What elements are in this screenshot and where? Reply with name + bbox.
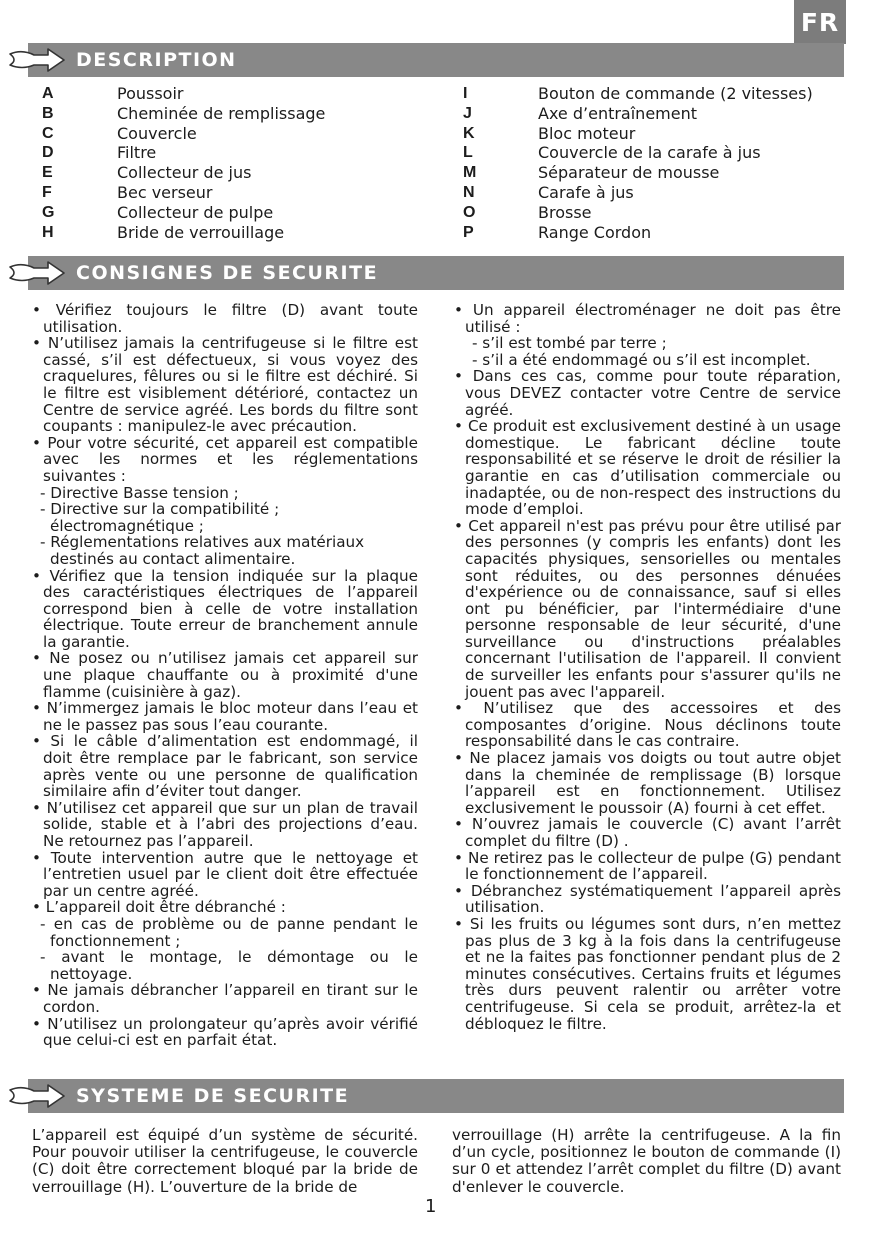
legend-row <box>42 163 325 183</box>
consignes-left-column <box>30 302 418 1049</box>
safety-bullet: • L’appareil doit être débranché : <box>32 898 286 917</box>
safety-bullet: • Si le câble d’alimentation est endommagé, il doit être remplace par le fabricant, son service après vente ou une personne de qualification similaire afin d’éviter tout danger. <box>32 732 418 801</box>
safety-bullet: • Ce produit est exclusivement destiné à un usage domestique. Le fabricant décline toute responsabilité et se réserve le droit de résilier la garantie en cas d’utilisation commerciale ou inadaptée, ou de non-respect des instructions du mode d’emploi. <box>454 417 841 519</box>
legend-label: Carafe à jus <box>538 182 634 202</box>
legend-left <box>42 84 325 242</box>
section-title-consignes: CONSIGNES DE SECURITE <box>76 262 379 284</box>
legend-label: Bride de verrouillage <box>117 222 285 242</box>
legend-row <box>463 203 813 223</box>
legend-row <box>463 104 813 124</box>
arrow-icon <box>8 46 66 74</box>
language-tab: FR <box>794 0 846 44</box>
safety-bullet: • Dans ces cas, comme pour toute réparation, vous DEVEZ contacter votre Centre de service agréé. <box>454 367 841 419</box>
safety-bullet: • Toute intervention autre que le nettoyage et l’entretien usuel par le client doit être effectuée par un centre agréé. <box>32 848 418 900</box>
legend-letter: F <box>42 183 52 201</box>
section-title-description: DESCRIPTION <box>76 49 237 71</box>
arrow-icon <box>8 259 66 287</box>
legend-letter: L <box>463 144 473 162</box>
safety-bullet: • Vérifiez toujours le filtre (D) avant toute utilisation. <box>32 301 418 336</box>
safety-bullet: • Pour votre sécurité, cet appareil est compatible avec les normes et les réglementations suivantes : <box>32 433 418 485</box>
systeme-paragraph-right: verrouillage (H) arrête la centrifugeuse. A la fin d’un cycle, positionnez le bouton de commande (I) sur 0 et attendez l’arrêt complet du filtre (D) avant d'enlever le couvercle. <box>452 1126 841 1196</box>
safety-bullet: • Ne jamais débrancher l’appareil en tirant sur le cordon. <box>32 981 418 1016</box>
safety-bullet: • Un appareil électroménager ne doit pas être utilisé : <box>454 301 841 336</box>
legend-right <box>463 84 813 242</box>
safety-bullet: • Cet appareil n'est pas prévu pour être utilisé par des personnes (y compris les enfants) dont les capacités physiques, sensorielles ou mentales sont réduites, ou des personnes dénuées d'expérience ou de connaissance, sauf si elles ont pu bénéficier, par l'intermédiaire d'une personne responsable de leur sécurité, d'une surveillance ou d'instructions préalables concernant l'utilisation de l'appareil. Il convient de surveiller les enfants pour s'assurer qu'ils ne jouent pas avec l'appareil. <box>454 516 841 701</box>
safety-bullet: • Ne placez jamais vos doigts ou tout autre objet dans la cheminée de remplissage (B) lorsque l’appareil est en fonctionnement. Utilisez exclusivement le poussoir (A) fourni à cet effet. <box>454 749 841 817</box>
legend-label: Couvercle de la carafe à jus <box>538 143 761 163</box>
legend-label: Collecteur de pulpe <box>117 202 274 222</box>
safety-sub-item: - avant le montage, le démontage ou le nettoyage. <box>40 948 418 983</box>
legend-row <box>42 183 325 203</box>
legend-letter: P <box>463 223 474 241</box>
consignes-right-column <box>452 302 841 1032</box>
legend-label: Bouton de commande (2 vitesses) <box>538 84 813 103</box>
legend-row <box>463 84 813 104</box>
legend-label: Range Cordon <box>538 222 652 242</box>
legend-label: Axe d’entraînement <box>538 103 698 123</box>
safety-bullet: • Ne posez ou n’utilisez jamais cet appareil sur une plaque chauffante ou à proximité d'une flamme (cuisinière à gaz). <box>32 649 418 701</box>
legend-letter: E <box>42 164 53 182</box>
arrow-icon <box>8 1082 66 1110</box>
safety-sub-item: - en cas de problème ou de panne pendant le fonctionnement ; <box>40 914 418 950</box>
safety-bullet: • N’immergez jamais le bloc moteur dans l’eau et ne le passez pas sous l’eau courante. <box>32 699 418 734</box>
legend-row <box>42 104 325 124</box>
section-header-consignes <box>28 256 844 290</box>
legend-row <box>42 223 325 243</box>
legend-letter: N <box>463 183 475 201</box>
legend-letter: B <box>42 104 54 122</box>
section-header-description <box>28 43 844 77</box>
legend-label: Cheminée de remplissage <box>117 103 326 123</box>
safety-bullet: • Ne retirez pas le collecteur de pulpe (G) pendant le fonctionnement de l’appareil. <box>454 848 841 884</box>
legend-label: Bloc moteur <box>538 123 636 143</box>
legend-row <box>463 143 813 163</box>
section-header-systeme <box>28 1079 844 1113</box>
page-number: 1 <box>425 1196 437 1217</box>
safety-sub-item: - Directive sur la compatibilité ; électromagnétique ; <box>40 500 280 535</box>
legend-letter: H <box>42 223 54 241</box>
safety-sub-item: - Directive Basse tension ; <box>40 483 239 502</box>
legend-row <box>42 203 325 223</box>
safety-sub-item: - Réglementations relatives aux matériaux destinés au contact alimentaire. <box>40 533 365 568</box>
legend-row <box>463 183 813 203</box>
safety-bullet: • N’utilisez que des accessoires et des composantes d’origine. Nous déclinons toute responsabilité dans le cas contraire. <box>454 699 841 751</box>
legend-label: Bec verseur <box>117 182 213 202</box>
legend-row <box>463 124 813 144</box>
legend-label: Poussoir <box>117 84 184 103</box>
safety-bullet: • N’utilisez un prolongateur qu’après avoir vérifié que celui-ci est en parfait état. <box>32 1014 418 1050</box>
safety-bullet: • N’utilisez cet appareil que sur un plan de travail solide, stable et à l’abri des projections d’eau. Ne retournez pas l’appareil. <box>32 798 418 850</box>
safety-bullet: • Si les fruits ou légumes sont durs, n’en mettez pas plus de 3 kg à la fois dans la centrifugeuse et ne la faites pas fonctionner pendant plus de 2 minutes consécutives. Certains fruits et légumes très durs peuvent ralentir ou arrêter votre centrifugeuse. Si cela se produit, arrêtez-la et débloquez le filtre. <box>454 914 841 1033</box>
legend-letter: G <box>42 203 55 221</box>
legend-label: Collecteur de jus <box>117 163 252 183</box>
legend-label: Couvercle <box>117 123 197 143</box>
legend-label: Filtre <box>117 143 157 163</box>
safety-sub-item: - s’il a été endommagé ou s’il est incomplet. <box>472 350 811 369</box>
systeme-paragraph-left: L’appareil est équipé d’un système de sécurité. Pour pouvoir utiliser la centrifugeuse, le couvercle (C) doit être correctement bloqué par la bride de verrouillage (H). L’ouverture de la bride de <box>32 1126 418 1196</box>
legend-letter: C <box>42 124 54 142</box>
legend-letter: O <box>463 203 476 221</box>
safety-bullet: • N’utilisez jamais la centrifugeuse si le filtre est cassé, s’il est défectueux, si vous voyez des craquelures, fêlures ou si le filtre est déchiré. Si le filtre est visiblement détérioré, contactez un Centre de service agréé. Les bords du filtre sont coupants : manipulez-le avec précaution. <box>32 334 418 436</box>
safety-bullet: • N’ouvrez jamais le couvercle (C) avant l’arrêt complet du filtre (D) . <box>454 815 841 850</box>
safety-sub-item: - s’il est tombé par terre ; <box>472 334 667 353</box>
legend-row <box>42 124 325 144</box>
legend-letter: I <box>463 85 468 102</box>
section-title-systeme: SYSTEME DE SECURITE <box>76 1085 350 1107</box>
legend-row <box>463 163 813 183</box>
legend-label: Séparateur de mousse <box>538 163 720 183</box>
legend-letter: K <box>463 124 475 142</box>
legend-letter: A <box>42 85 54 102</box>
legend-row <box>42 143 325 163</box>
safety-bullet: • Débranchez systématiquement l’appareil après utilisation. <box>454 881 841 917</box>
safety-bullet: • Vérifiez que la tension indiquée sur la plaque des caractéristiques électriques de l’appareil correspond bien à celle de votre installation électrique. Toute erreur de branchement annule la garantie. <box>32 566 418 651</box>
legend-letter: J <box>463 104 472 122</box>
legend-row <box>463 223 813 243</box>
legend-letter: D <box>42 144 54 162</box>
legend-letter: M <box>463 164 477 182</box>
legend-row <box>42 84 325 104</box>
legend-label: Brosse <box>538 202 592 222</box>
